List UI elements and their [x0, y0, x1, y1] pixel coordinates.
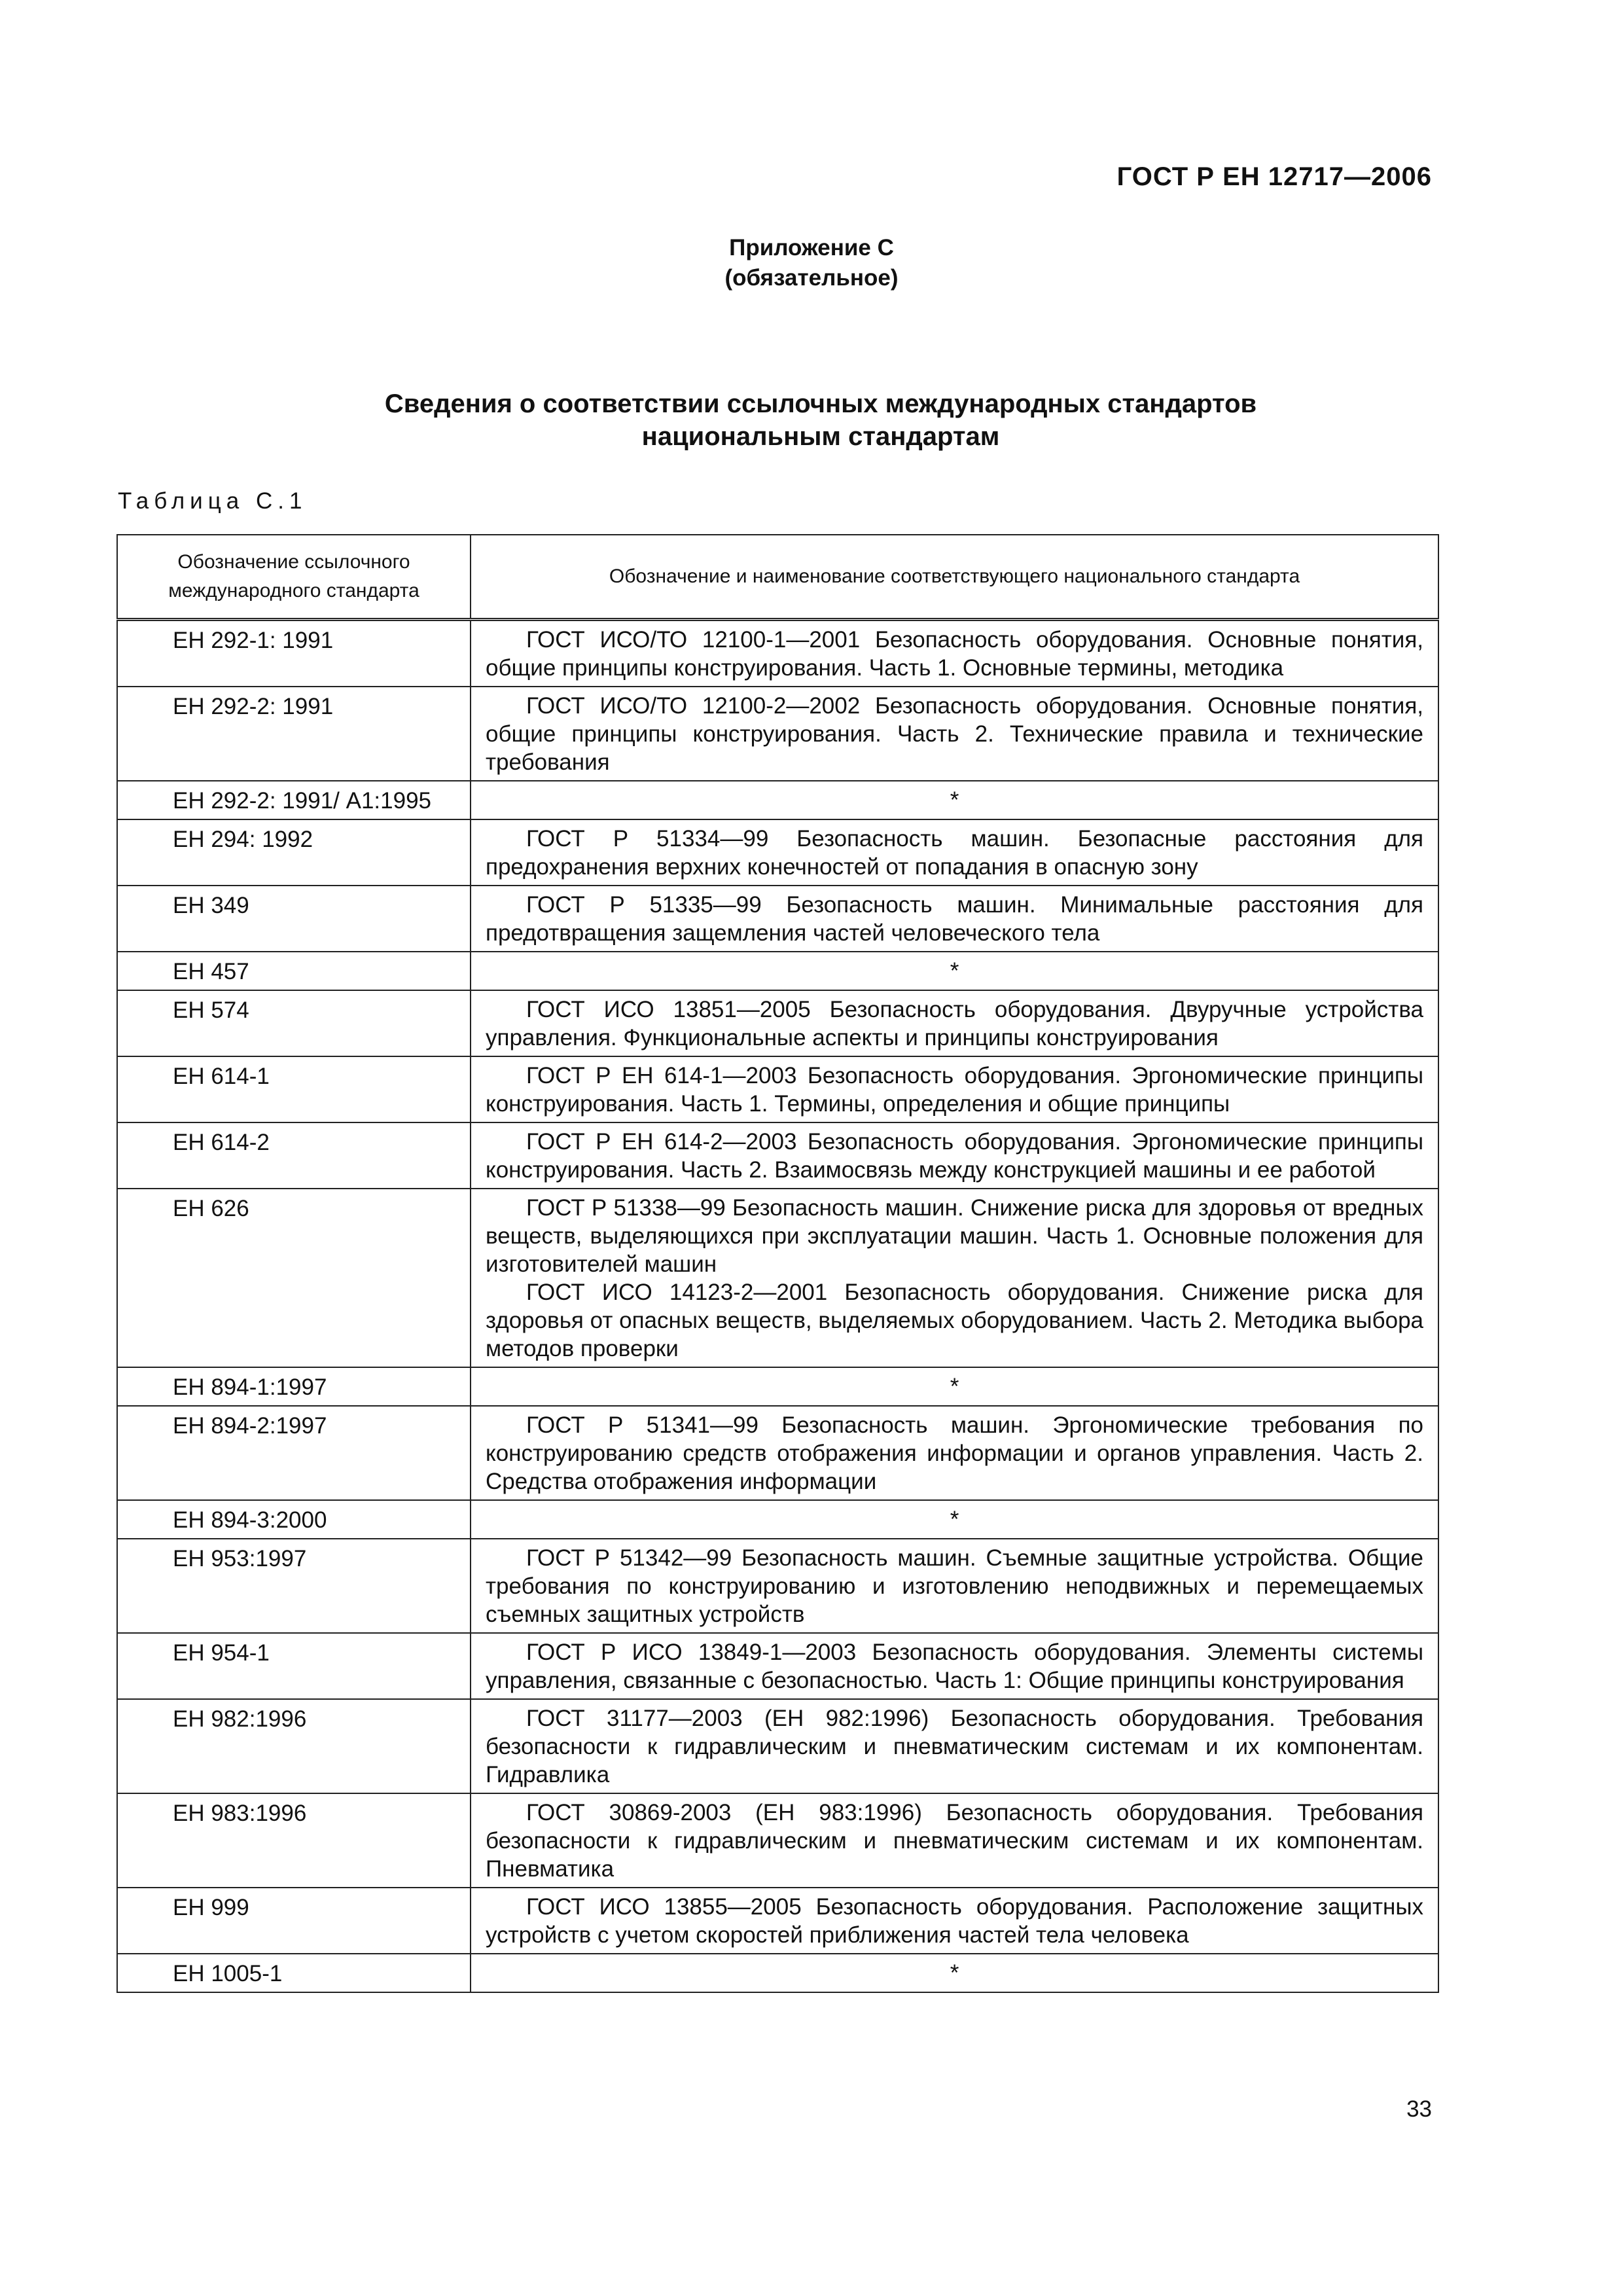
- table-row: [117, 1539, 1438, 1633]
- international-standard-cell: ЕН 626: [117, 1189, 471, 1367]
- national-standard-cell: [471, 1793, 1438, 1888]
- national-standard-cell: [471, 1189, 1438, 1367]
- table-row: [117, 1056, 1438, 1122]
- national-standard-cell: [471, 1122, 1438, 1189]
- national-standard-cell: *: [471, 952, 1438, 990]
- section-title-line: Сведения о соответствии ссылочных международных стандартов: [384, 389, 1257, 418]
- national-standard-cell: *: [471, 1500, 1438, 1539]
- international-standard-cell: ЕН 292-1: 1991: [117, 620, 471, 687]
- national-standard-text: ГОСТ Р 51338—99 Безопасность машин. Снижение риска для здоровья от вредных веществ, выделяющихся при эксплуатации машин. Часть 1. Основные положения для изготовителей машин: [486, 1195, 1423, 1277]
- international-standard-cell: ЕН 894-2:1997: [117, 1406, 471, 1500]
- national-standard-cell: [471, 990, 1438, 1056]
- international-standard-cell: ЕН 574: [117, 990, 471, 1056]
- document-code: ГОСТ Р ЕН 12717—2006: [1116, 162, 1432, 191]
- national-standard-text: ГОСТ Р ИСО 13849-1—2003 Безопасность оборудования. Элементы системы управления, связанные с безопасностью. Часть 1: Общие принципы конструирования: [486, 1640, 1423, 1693]
- table-row: [117, 781, 1438, 819]
- national-standard-text: ГОСТ Р 51334—99 Безопасность машин. Безопасные расстояния для предохранения верхних конечностей от попадания в опасную зону: [486, 826, 1423, 880]
- national-standard-cell: [471, 819, 1438, 886]
- national-standard-text: ГОСТ Р 51342—99 Безопасность машин. Съемные защитные устройства. Общие требования по конструированию и изготовлению неподвижных и перемещаемых съемных защитных устройств: [486, 1545, 1423, 1627]
- national-standard-text: ГОСТ ИСО 13855—2005 Безопасность оборудования. Расположение защитных устройств с учетом скоростей приближения частей тела человека: [486, 1894, 1423, 1948]
- national-standard-cell: [471, 1699, 1438, 1793]
- table-row: [117, 886, 1438, 952]
- international-standard-cell: ЕН 982:1996: [117, 1699, 471, 1793]
- international-standard-cell: ЕН 1005-1: [117, 1954, 471, 1992]
- national-standard-cell: [471, 1406, 1438, 1500]
- table-row: [117, 1406, 1438, 1500]
- international-standard-cell: ЕН 349: [117, 886, 471, 952]
- national-standard-text: ГОСТ ИСО 13851—2005 Безопасность оборудования. Двуручные устройства управления. Функциональные аспекты и принципы конструирования: [486, 997, 1423, 1050]
- section-title: [118, 387, 1524, 453]
- national-standard-cell: [471, 1056, 1438, 1122]
- table-label: Таблица С.1: [118, 488, 308, 514]
- national-standard-cell: [471, 620, 1438, 687]
- national-standard-cell: *: [471, 1367, 1438, 1406]
- national-standard-cell: [471, 1633, 1438, 1699]
- annex-heading: [0, 233, 1623, 293]
- table-row: [117, 620, 1438, 687]
- table-row: [117, 1189, 1438, 1367]
- international-standard-cell: ЕН 999: [117, 1888, 471, 1954]
- annex-title: Приложение С: [729, 235, 894, 260]
- international-standard-cell: ЕН 894-3:2000: [117, 1500, 471, 1539]
- table-row: [117, 819, 1438, 886]
- international-standard-cell: ЕН 954-1: [117, 1633, 471, 1699]
- section-title-line: национальным стандартам: [641, 422, 1000, 451]
- national-standard-text: ГОСТ 31177—2003 (ЕН 982:1996) Безопасность оборудования. Требования безопасности к гидравлическим и пневматическим системам и их компонентам. Гидравлика: [486, 1706, 1423, 1787]
- national-standard-cell: *: [471, 1954, 1438, 1992]
- national-standard-cell: [471, 687, 1438, 781]
- standards-correspondence-table: [116, 534, 1439, 1993]
- table-row: [117, 1633, 1438, 1699]
- header-national-standard: Обозначение и наименование соответствующего национального стандарта: [471, 535, 1438, 620]
- table-row: [117, 952, 1438, 990]
- annex-status: (обязательное): [724, 265, 899, 291]
- national-standard-cell: [471, 1539, 1438, 1633]
- table-row: [117, 1888, 1438, 1954]
- table-row: [117, 1954, 1438, 1992]
- international-standard-cell: ЕН 457: [117, 952, 471, 990]
- table-row: [117, 1699, 1438, 1793]
- national-standard-text: ГОСТ ИСО/ТО 12100-2—2002 Безопасность оборудования. Основные понятия, общие принципы конструирования. Часть 2. Технические правила и технические требования: [486, 693, 1423, 775]
- national-standard-cell: *: [471, 781, 1438, 819]
- national-standard-text: ГОСТ Р 51335—99 Безопасность машин. Минимальные расстояния для предотвращения защемления частей человеческого тела: [486, 892, 1423, 946]
- table-row: [117, 1367, 1438, 1406]
- national-standard-text: ГОСТ ИСО 14123-2—2001 Безопасность оборудования. Снижение риска для здоровья от опасных веществ, выделяемых оборудованием. Часть 2. Методика выбора методов проверки: [486, 1280, 1423, 1361]
- table-body: [117, 620, 1438, 1993]
- international-standard-cell: ЕН 294: 1992: [117, 819, 471, 886]
- table-row: [117, 1500, 1438, 1539]
- header-international-standard: Обозначение ссылочного международного стандарта: [117, 535, 471, 620]
- international-standard-cell: ЕН 614-2: [117, 1122, 471, 1189]
- national-standard-text: ГОСТ Р ЕН 614-1—2003 Безопасность оборудования. Эргономические принципы конструирования. Часть 1. Термины, определения и общие принципы: [486, 1063, 1423, 1117]
- international-standard-cell: ЕН 953:1997: [117, 1539, 471, 1633]
- international-standard-cell: ЕН 292-2: 1991: [117, 687, 471, 781]
- table-row: [117, 1793, 1438, 1888]
- table-header-row: [117, 535, 1438, 620]
- page-number: 33: [1406, 2096, 1432, 2122]
- national-standard-text: ГОСТ ИСО/ТО 12100-1—2001 Безопасность оборудования. Основные понятия, общие принципы конструирования. Часть 1. Основные термины, методика: [486, 627, 1423, 681]
- table-row: [117, 687, 1438, 781]
- national-standard-text: ГОСТ Р 51341—99 Безопасность машин. Эргономические требования по конструированию средств отображения информации и органов управления. Часть 2. Средства отображения информации: [486, 1412, 1423, 1494]
- international-standard-cell: ЕН 614-1: [117, 1056, 471, 1122]
- national-standard-text: ГОСТ Р ЕН 614-2—2003 Безопасность оборудования. Эргономические принципы конструирования. Часть 2. Взаимосвязь между конструкцией машины и ее работой: [486, 1129, 1423, 1183]
- table-row: [117, 990, 1438, 1056]
- international-standard-cell: ЕН 894-1:1997: [117, 1367, 471, 1406]
- national-standard-cell: [471, 1888, 1438, 1954]
- national-standard-cell: [471, 886, 1438, 952]
- table-row: [117, 1122, 1438, 1189]
- international-standard-cell: ЕН 983:1996: [117, 1793, 471, 1888]
- national-standard-text: ГОСТ 30869-2003 (ЕН 983:1996) Безопасность оборудования. Требования безопасности к гидравлическим и пневматическим системам и их компонентам. Пневматика: [486, 1800, 1423, 1882]
- international-standard-cell: ЕН 292-2: 1991/ А1:1995: [117, 781, 471, 819]
